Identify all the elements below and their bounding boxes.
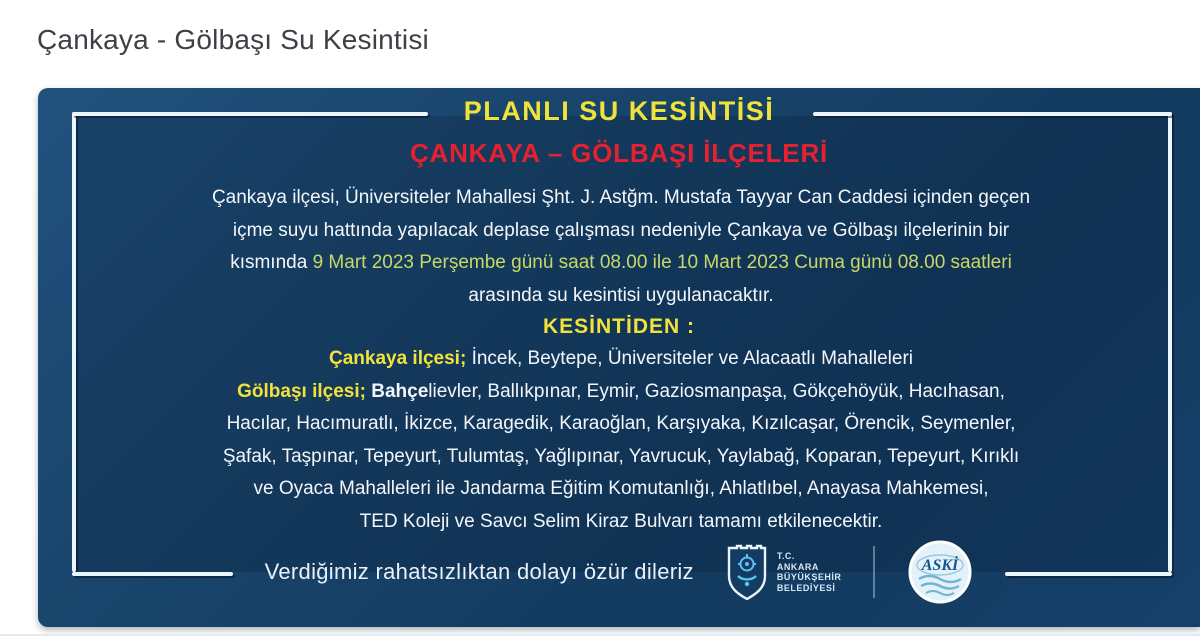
- municipality-line: ANKARA: [776, 561, 819, 572]
- logo-divider: [873, 546, 875, 598]
- intro-line: içme suyu hattında yapılacak deplase çalışması nedeniyle Çankaya ve Gölbaşı ilçelerinin bir: [232, 219, 1010, 241]
- apology-text: Verdiğimiz rahatsızlıktan dolayı özür dileriz: [264, 559, 694, 584]
- intro-line: [86, 247, 1156, 280]
- cankaya-district-text: İncek, Beytepe, Üniversiteler ve Alacaatlı Mahalleleri: [466, 348, 914, 369]
- golbasi-district-line: [86, 376, 1156, 409]
- ankara-shield-icon: [726, 544, 768, 600]
- page-bottom-divider: [0, 634, 1200, 636]
- golbasi-district-line: Şafak, Taşpınar, Tepeyurt, Tulumtaş, Yağlıpınar, Yavrucuk, Yaylabağ, Koparan, Tepeyurt, Kırıklı: [222, 445, 1020, 467]
- municipality-line: BELEDİYESİ: [776, 582, 836, 593]
- outage-date-highlight: 9 Mart 2023 Perşembe günü saat 08.00 ile 10 Mart 2023 Cuma günü 08.00 saatleri: [312, 252, 1012, 273]
- golbasi-district-line: ve Oyaca Mahalleleri ile Jandarma Eğitim Komutanlığı, Ahlatlıbel, Anayasa Mahkemesi,: [253, 478, 989, 499]
- municipality-line: BÜYÜKŞEHİR: [776, 572, 842, 582]
- affected-districts-list: [86, 343, 1156, 538]
- intro-line: Çankaya ilçesi, Üniversiteler Mahallesi Şht. J. Astğm. Mustafa Tayyar Can Caddesi içinden geçen: [211, 187, 1031, 208]
- municipality-name: [777, 551, 842, 593]
- aski-logo-text: ASKİ: [922, 557, 959, 574]
- notice-footer: [38, 540, 1200, 604]
- affected-areas-heading: KESİNTİDEN :: [542, 315, 695, 338]
- ankara-municipality-logo: [726, 544, 842, 600]
- cankaya-district-label: Çankaya ilçesi;: [328, 348, 467, 369]
- municipality-line: T.C.: [776, 551, 795, 561]
- water-outage-notice-card: [38, 88, 1200, 627]
- intro-line-white: kısmında: [230, 252, 313, 273]
- golbasi-district-bold: Bahçe: [365, 380, 429, 402]
- page-title: Çankaya - Gölbaşı Su Kesintisi: [37, 24, 429, 55]
- intro-paragraph: [86, 182, 1156, 312]
- aski-logo: [907, 539, 973, 605]
- notice-title: PLANLI SU KESİNTİSİ: [463, 96, 775, 126]
- intro-line: arasında su kesintisi uygulanacaktır.: [468, 284, 774, 306]
- golbasi-district-line: TED Koleji ve Savcı Selim Kiraz Bulvarı tamamı etkilenecektir.: [359, 510, 883, 532]
- golbasi-district-label: Gölbaşı ilçesi;: [237, 380, 366, 402]
- golbasi-district-line: Hacılar, Hacımuratlı, İkizce, Karagedik, Karaoğlan, Karşıyaka, Kızılcaşar, Örencik, Seymenler,: [226, 413, 1016, 434]
- notice-subtitle: ÇANKAYA – GÖLBAŞI İLÇELERİ: [409, 138, 829, 168]
- golbasi-district-text: lievler, Ballıkpınar, Eymir, Gaziosmanpaşa, Gökçehöyük, Hacıhasan,: [428, 380, 1005, 402]
- cankaya-district-line: [86, 343, 1156, 376]
